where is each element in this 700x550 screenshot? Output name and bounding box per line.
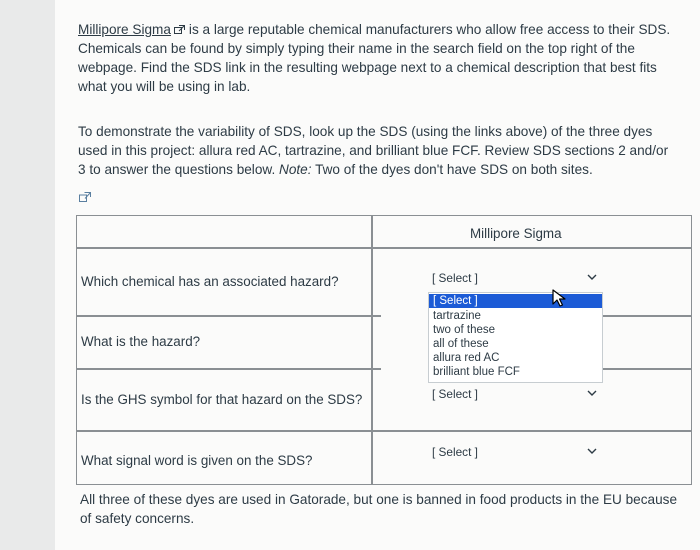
intro-text: is a large reputable chemical manufacturers who allow free access to their SDS. Chemicals can be found by simply typing their name in the search field on the top right of the webpage. Find the SDS link in the resulting webpage next to a chemical description that best fits what you will be using in lab. [78,22,671,94]
answer-select-4[interactable] [423,441,603,463]
table-row-divider [76,247,692,249]
note-label: Note: [279,162,312,177]
answer-select-3[interactable] [423,383,603,405]
dropdown-option-tartrazine[interactable]: tartrazine [433,310,481,322]
millipore-sigma-link[interactable]: Millipore Sigma [78,22,171,37]
dropdown-option-allura-red[interactable]: allura red AC [433,352,500,364]
table-column-divider [371,215,373,485]
table-row-divider [603,315,692,317]
column-header-millipore-sigma: Millipore Sigma [470,226,562,241]
select-value: [ Select ] [432,445,478,459]
question-label: What signal word is given on the SDS? [81,453,313,468]
external-link-icon[interactable] [79,192,91,202]
footer-paragraph: All three of these dyes are used in Gatorade, but one is banned in food products in the EU because of safety concerns. [80,492,678,526]
dropdown-option-select[interactable]: [ Select ] [429,294,602,308]
table-row-divider [76,315,381,317]
mouse-cursor-icon [550,288,570,308]
chevron-down-icon [587,447,597,455]
select-value: [ Select ] [432,387,478,401]
dropdown-option-two-of-these[interactable]: two of these [433,324,496,336]
table-row-divider [76,368,381,370]
instructions-text: To demonstrate the variability of SDS, look up the SDS (using the links above) of the three dyes used in this project: allura red AC, tartrazine, and brilliant blue FCF. Review SDS sections 2 and/or 3 to answer the questions below. [78,124,669,177]
instructions-paragraph [78,122,678,179]
answer-select-2-dropdown[interactable] [428,292,603,383]
note-text: Two of the dyes don't have SDS on both sites. [315,162,593,177]
question-label: What is the hazard? [81,334,201,349]
select-value: [ Select ] [432,271,478,285]
dropdown-option-brilliant-blue[interactable]: brilliant blue FCF [433,366,520,378]
chevron-down-icon [587,273,597,281]
answer-select-1[interactable] [423,267,603,289]
dropdown-option-all-of-these[interactable]: all of these [433,338,489,350]
external-link-icon [174,25,185,34]
question-label: Which chemical has an associated hazard? [81,274,339,289]
chevron-down-icon [587,389,597,397]
table-row-divider [603,368,692,370]
question-label: Is the GHS symbol for that hazard on the SDS? [81,392,363,407]
intro-paragraph [78,20,678,96]
table-row-divider [76,430,692,432]
